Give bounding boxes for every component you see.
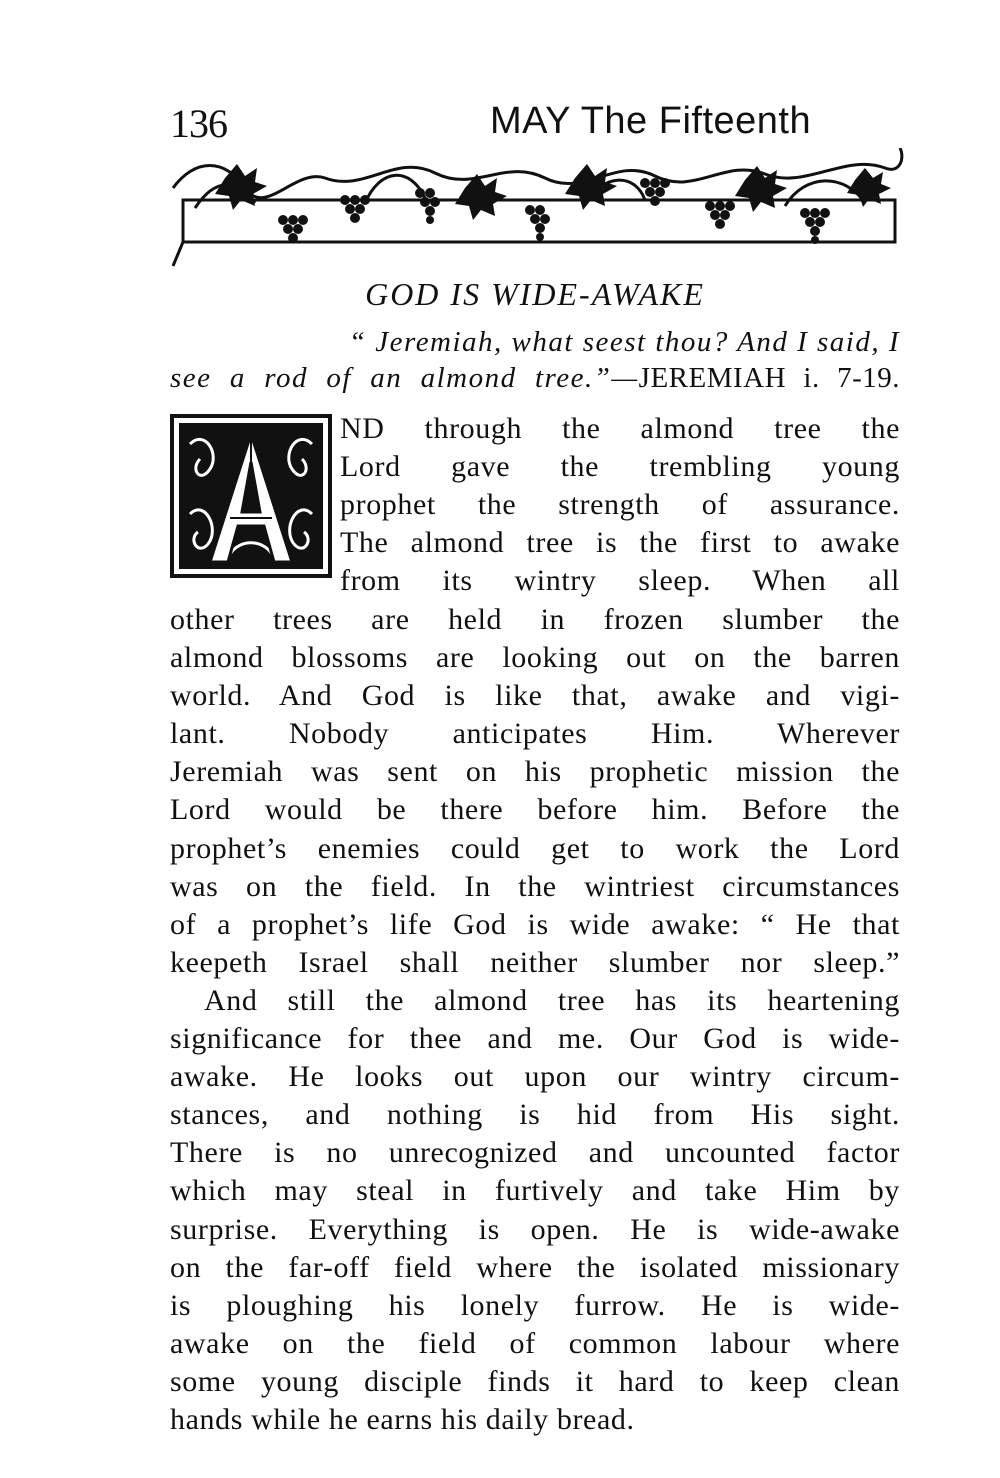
text-line: surprise. Everything is open. He is wide-awake: [170, 1212, 900, 1246]
text-line: prophet’s enemies could get to work the Lord: [170, 831, 900, 865]
text-line: on the far-off field where the isolated missionary: [170, 1250, 900, 1284]
text-line: Jeremiah was sent on his prophetic mission the: [170, 755, 900, 789]
text-line: The almond tree is the first to awake: [340, 526, 900, 560]
text-line: ND through the almond tree the: [340, 412, 900, 445]
text-line: is ploughing his lonely furrow. He is wide-: [170, 1288, 900, 1322]
text-line: Lord would be there before him. Before the: [170, 793, 900, 827]
text-line: some young disciple finds it hard to keep clean: [170, 1364, 900, 1398]
running-head: MAY The Fifteenth: [490, 100, 812, 142]
text-line: was on the field. In the wintriest circumstances: [170, 869, 900, 903]
epigraph-line: [170, 360, 900, 396]
page-number: 136: [170, 101, 227, 146]
epigraph-quote: see a rod of an almond tree.”—: [170, 362, 639, 394]
text-line: prophet the strength of assurance.: [340, 488, 900, 522]
epigraph: [170, 324, 900, 396]
paragraph-2: [170, 982, 900, 1439]
chapter-title: GOD IS WIDE-AWAKE: [365, 276, 705, 312]
text-line: other trees are held in frozen slumber the: [170, 603, 900, 636]
scripture-reference: JEREMIAH i. 7-19.: [638, 362, 900, 394]
text-line: from its wintry sleep. When all: [340, 564, 900, 598]
text-line: stances, and nothing is hid from His sight.: [170, 1098, 900, 1132]
text-line: which may steal in furtively and take Him by: [170, 1174, 900, 1208]
text-line: of a prophet’s life God is wide awake: “ He that: [170, 907, 900, 941]
text-line: world. And God is like that, awake and vigi-: [170, 679, 900, 713]
text-line: lant. Nobody anticipates Him. Wherever: [170, 717, 900, 751]
text-line: Lord gave the trembling young: [340, 450, 900, 484]
text-line: almond blossoms are looking out on the barren: [170, 641, 900, 675]
epigraph-line: “ Jeremiah, what seest thou? And I said, I: [348, 326, 900, 358]
decorated-initial-letter-icon: [170, 414, 332, 578]
paragraph-1-opening: [340, 410, 900, 600]
text-line: awake on the field of common labour where: [170, 1326, 900, 1360]
text-line: There is no unrecognized and uncounted factor: [170, 1136, 900, 1170]
paragraph-1-body: [170, 601, 900, 982]
grape-cluster-icon: [278, 215, 308, 243]
text-line: significance for thee and me. Our God is wide-: [170, 1022, 900, 1056]
text-line: keepeth Israel shall neither slumber nor sleep.”: [170, 945, 900, 979]
text-line: hands while he earns his daily bread.: [170, 1403, 635, 1437]
text-line: And still the almond tree has its heartening: [204, 984, 900, 1017]
text-line: awake. He looks out upon our wintry circum-: [170, 1060, 900, 1094]
grapevine-border-ornament-icon: [165, 148, 910, 268]
dropcap-letter: A: [170, 414, 171, 415]
